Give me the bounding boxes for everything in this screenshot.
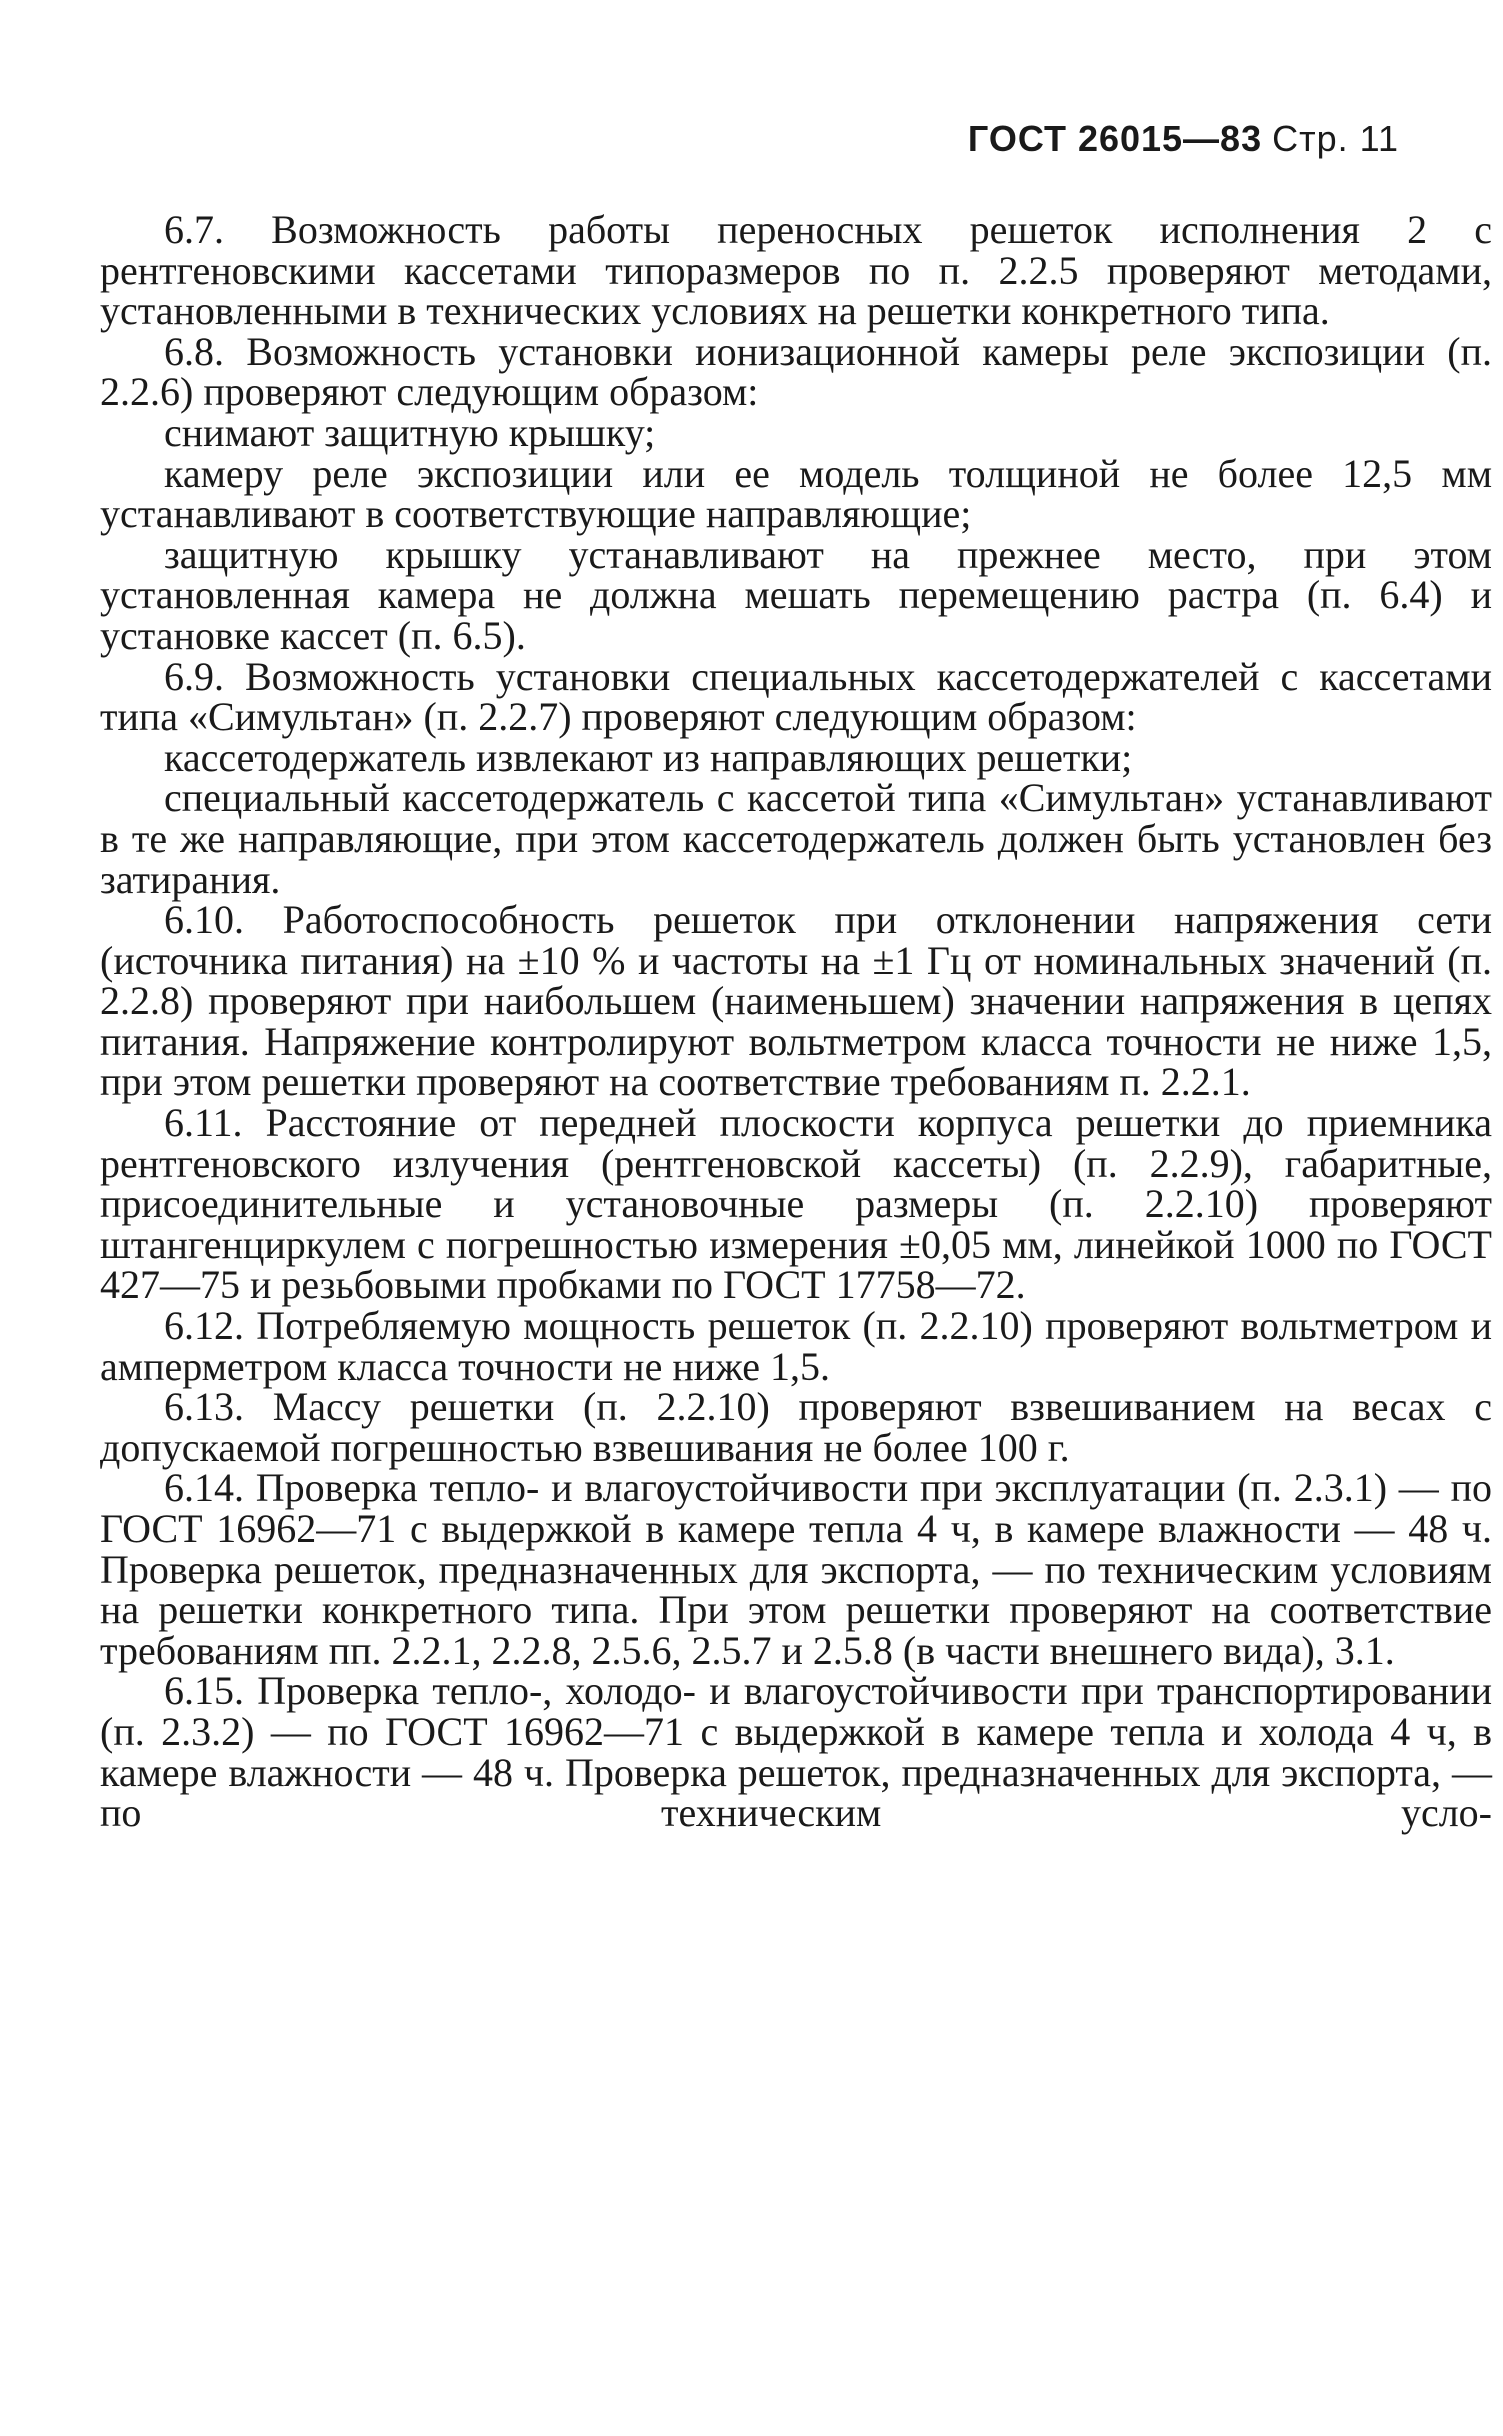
paragraph-6-7: 6.7. Возможность работы переносных решеток исполнения 2 с рентгеновскими кассетами типоразмеров по п. 2.2.5 проверяют методами, установленными в технических условиях на решетки конкретного типа. <box>100 207 1492 334</box>
standard-designation: ГОСТ 26015—83 <box>967 118 1263 159</box>
paragraph-6-10: 6.10. Работоспособность решеток при отклонении напряжения сети (источника питания) на ±10 % и частоты на ±1 Гц от номинальных значений (п. 2.2.8) проверяют при наибольшем (наименьшем) значении напряжения в цепях питания. Напряжение контролируют вольтметром класса точности не ниже 1,5, при этом решетки проверяют на соответствие требованиям п. 2.2.1. <box>100 897 1492 1105</box>
paragraph-6-12: 6.12. Потребляемую мощность решеток (п. 2.2.10) проверяют вольтметром и амперметром класса точности не ниже 1,5. <box>100 1303 1492 1389</box>
paragraph-6-15: 6.15. Проверка тепло-, холодо- и влагоустойчивости при транспортировании (п. 2.3.2) — по ГОСТ 16962—71 с выдержкой в камере тепла и холода 4 ч, в камере влажности — 48 ч. Проверка решеток, предназначенных для экспорта, — по техническим усло- <box>100 1668 1492 1836</box>
paragraph-6-13: 6.13. Массу решетки (п. 2.2.10) проверяют взвешиванием на весах с допускаемой погрешностью взвешивания не более 100 г. <box>100 1384 1492 1470</box>
paragraph-6-8-step-2: камеру реле экспозиции или ее модель толщиной не более 12,5 мм устанавливают в соответствующие направляющие; <box>100 450 1492 537</box>
paragraph-6-8-step-1: снимают защитную крышку; <box>164 409 656 455</box>
paragraph-6-11: 6.11. Расстояние от передней плоскости корпуса решетки до приемника рентгеновского излучения (рентгеновской кассеты) (п. 2.2.9), габаритные, присоединительные и установочные размеры (п. 2.2.10) проверяют штангенциркулем с погрешностью измерения ±0,05 мм, линейкой 1000 по ГОСТ 427—75 и резьбовыми пробками по ГОСТ 17758—72. <box>100 1100 1492 1308</box>
paragraph-6-8: 6.8. Возможность установки ионизационной камеры реле экспозиции (п. 2.2.6) проверяют следующим образом: <box>100 328 1492 415</box>
paragraph-6-9-step-2: специальный кассетодержатель с кассетой типа «Симультан» устанавливают в те же направляющие, при этом кассетодержатель должен быть установлен без затирания. <box>100 775 1492 902</box>
paragraph-6-14: 6.14. Проверка тепло- и влагоустойчивости при эксплуатации (п. 2.3.1) — по ГОСТ 16962—71 с выдержкой в камере тепла 4 ч, в камере влажности — 48 ч. Проверка решеток, предназначенных для экспорта, — по техническим условиям на решетки конкретного типа. При этом решетки проверяют на соответствие требованиям пп. 2.2.1, 2.2.8, 2.5.6, 2.5.7 и 2.5.8 (в части внешнего вида), 3.1. <box>100 1465 1492 1673</box>
page-number: Стр. 11 <box>1272 118 1399 159</box>
paragraph-6-9-step-1: кассетодержатель извлекают из направляющих решетки; <box>164 734 1133 780</box>
paragraph-6-8-step-3: защитную крышку устанавливают на прежнее место, при этом установленная камера не должна мешать перемещению растра (п. 6.4) и установке кассет (п. 6.5). <box>100 531 1492 658</box>
page-header <box>968 118 1399 160</box>
paragraph-6-9: 6.9. Возможность установки специальных кассетодержателей с кассетами типа «Симультан» (п. 2.2.7) проверяют следующим образом: <box>100 653 1492 740</box>
body-text <box>100 207 1492 1836</box>
